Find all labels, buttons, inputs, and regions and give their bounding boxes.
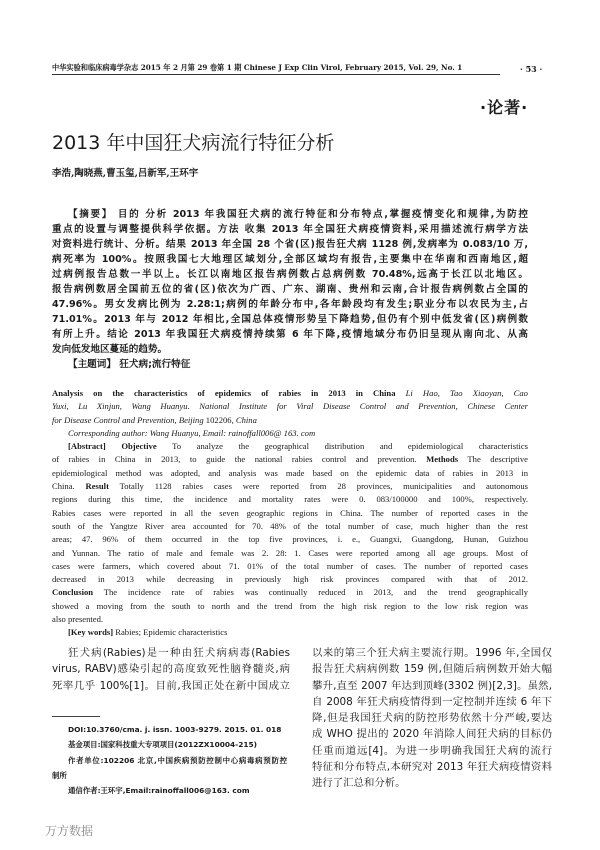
- bold-text: 【主题词】: [68, 359, 116, 370]
- text-segment: 成 WHO 提出的 2020 年消除人间狂犬病的目标仍: [312, 728, 552, 741]
- text-segment: 过病例报告总数一半以上。长江以南地区报告病例数占总病例数 70.48%,远高于长江以北地区。: [52, 269, 528, 280]
- text-line: [68, 645, 290, 661]
- bold-text: 结论: [107, 329, 130, 340]
- text-segment: showed a moving from the south to north and the trend from the high risk region to the low risk region was: [52, 600, 528, 611]
- page-number: · 53 ·: [520, 64, 543, 74]
- text-line: [52, 533, 528, 546]
- text-line: [52, 520, 528, 533]
- text-segment: 狂犬病(Rabies)是一种由狂犬病病毒(Rabies: [68, 647, 290, 659]
- text-segment: 2013 年全国 28 个省(区)报告狂犬病 1128 例,发病率为 0.083/10 万,: [186, 239, 528, 250]
- text-line: [52, 560, 528, 573]
- text-segment: 任重而道远[4]。为进一步明确我国狂犬病的流行: [312, 744, 552, 757]
- author-list: 李浩,陶晓燕,曹玉玺,吕新军,王环宇: [52, 168, 199, 179]
- italic-text: for Disease Control and Prevention, Beijing: [52, 414, 206, 425]
- watermark: 万方数据: [45, 824, 94, 838]
- text-line: [68, 427, 528, 440]
- text-segment: 分析 2013 年我国狂犬病的流行特征和分布特点,掌握疫情变化和规律,为防控: [140, 209, 528, 220]
- text-segment: areas; 47. 96% of them occurred in the top five provinces, i. e., Guangxi, Guangdong, Hunan, Guizhou: [52, 534, 528, 545]
- chinese-abstract: [52, 207, 528, 372]
- italic-text: Li Hao, Tao Xiaoyan, Cao: [395, 388, 528, 398]
- text-line: [52, 400, 528, 413]
- text-segment: 发向低发地区蔓延的趋势。: [52, 344, 168, 355]
- text-line: [52, 387, 528, 400]
- text-segment: 102206: [205, 414, 232, 425]
- bold-text: 方法: [217, 224, 240, 235]
- text-line: [52, 586, 528, 599]
- text-line: [52, 237, 528, 252]
- text-segment: Rabies; Epidemic characteristics: [113, 627, 228, 638]
- text-segment: The incidence rate of rabies was continually reduced in 2013, and the trend geographically: [93, 587, 528, 598]
- bold-text: 结果: [165, 239, 187, 250]
- text-line: [52, 467, 528, 480]
- text-segment: 71.01%。2013 年与 2012 年相比,全国总体疫情形势呈下降趋势,但仍有个别中低发省(区)病例数: [52, 314, 528, 325]
- text-line: [52, 312, 528, 327]
- bold-text: [Abstract] Objective: [68, 441, 157, 452]
- text-segment: 有所上升。: [52, 329, 108, 340]
- text-segment: 报告狂犬病病例数 159 例,但随后病例数开始大幅: [312, 663, 552, 676]
- text-line: [68, 783, 287, 798]
- text-line: [312, 678, 552, 694]
- footnotes: [52, 722, 287, 798]
- text-segment: China.: [52, 481, 86, 492]
- text-segment: 进行了汇总和分析。: [312, 777, 406, 790]
- text-line: [68, 207, 528, 222]
- text-segment: 降,但是我国狂犬病的防控形势依然十分严峻,要达: [312, 712, 552, 725]
- text-segment: 制所: [52, 770, 67, 780]
- body-left-column: [52, 645, 290, 694]
- text-segment: 特征和分布特点,本研究对 2013 年狂犬病疫情资料: [312, 761, 552, 774]
- body-right-column: [312, 645, 552, 792]
- text-segment: DOI:10.3760/cma. j. issn. 1003-9279. 2015. 01. 018: [68, 725, 282, 734]
- footnote-rule: [52, 716, 100, 717]
- text-segment: regions during this time, the incidence and mortality rates were 0. 083/100000 and 100%, respectively.: [52, 494, 528, 505]
- text-segment: 基金项目:国家科技重大专项项目(2012ZX10004-215): [68, 740, 258, 750]
- bold-text: Result: [85, 481, 109, 492]
- text-segment: cases were farmers, which covered about 71. 01% of the total number of cases. The number of reported cases: [52, 560, 528, 571]
- text-line: [52, 327, 528, 342]
- english-abstract: [52, 387, 528, 640]
- text-line: [52, 267, 528, 282]
- text-line: [52, 768, 287, 783]
- text-segment: 重点的设置与调整提供科学依据。: [52, 224, 218, 235]
- text-segment: To analyze the geographical distribution and epidemiological characteristics: [156, 441, 528, 452]
- text-line: [312, 661, 552, 677]
- italic-text: , China: [231, 414, 257, 425]
- text-line: [68, 626, 528, 639]
- text-segment: epidemiological method was adopted, and analysis was made based on the epidemic data of rabies in 2013 in: [52, 467, 528, 478]
- text-line: [52, 282, 528, 297]
- text-line: [68, 737, 287, 752]
- text-segment: decreased in 2013 while decreasing in previously high risk provinces compared with that of 2012.: [52, 574, 528, 585]
- bold-text: [Key words]: [68, 627, 114, 638]
- text-line: [312, 726, 552, 742]
- text-segment: 狂犬病;流行特征: [115, 359, 191, 370]
- text-line: [52, 547, 528, 560]
- bold-text: Methods: [426, 454, 459, 465]
- text-line: [52, 480, 528, 493]
- text-line: [52, 453, 528, 466]
- text-line: [68, 440, 528, 453]
- text-line: [68, 753, 287, 768]
- text-line: [68, 722, 287, 737]
- text-line: [312, 710, 552, 726]
- text-segment: and Yunnan. The ratio of male and female was 2. 28: 1. Cases were reported among all age groups. Most of: [52, 547, 528, 558]
- text-line: [312, 775, 552, 791]
- text-line: [52, 297, 528, 312]
- text-segment: south of the Yangtze River area accounted for 70. 48% of the total number of case, much higher than the rest: [52, 520, 528, 531]
- text-segment: 报告病例数居全国前五位的省(区)依次为广西、广东、湖南、贵州和云南,合计报告病例数占全国的: [52, 284, 528, 295]
- text-segment: 收集 2013 年全国狂犬病疫情资料,采用描述流行病学方法: [239, 224, 528, 235]
- column-label: ·论著·: [480, 98, 529, 117]
- text-line: [312, 694, 552, 710]
- text-line: [52, 661, 290, 677]
- text-segment: 对资料进行统计、分析。: [52, 239, 166, 250]
- text-line: [52, 342, 528, 357]
- text-segment: 通信作者:王环宇,Email:rainoffall006@163. com: [68, 786, 250, 796]
- text-line: [312, 759, 552, 775]
- text-segment: also presented.: [52, 614, 104, 625]
- text-segment: Totally 1128 rabies cases were reported from 28 provinces, municipalities and autonomous: [108, 481, 528, 492]
- text-segment: 自 2008 年狂犬病疫情得到一定控制并连续 6 年下: [312, 695, 552, 708]
- text-segment: 病死率为 100%。按照我国七大地理区域划分,全部区域均有报告,主要集中在华南和西南地区,超: [52, 254, 528, 265]
- text-segment: 攀升,直至 2007 年达到顶峰(3302 例)[2,3]。虽然,: [312, 679, 552, 692]
- bold-text: 【摘要】 目的: [68, 209, 141, 220]
- text-line: [52, 252, 528, 267]
- text-line: [312, 743, 552, 759]
- text-line: [52, 613, 528, 626]
- text-segment: of rabies in China in 2013, to guide the national rabies control and prevention.: [52, 454, 427, 465]
- italic-text: Yuxi, Lu Xinjun, Wang Huanyu. National Institute for Viral Disease Control and Prevention, Chinese Center: [52, 401, 528, 412]
- text-line: [52, 678, 290, 694]
- text-segment: 以来的第三个狂犬病主要流行期。1996 年,全国仅: [312, 647, 552, 659]
- text-line: [52, 573, 528, 586]
- bold-text: Analysis on the characteristics of epidemics of rabies in 2013 in China: [52, 388, 396, 398]
- text-line: [52, 222, 528, 237]
- text-segment: 死率几乎 100%[1]。目前,我国正处在新中国成立: [52, 679, 290, 692]
- text-line: [52, 493, 528, 506]
- text-segment: 2013 年我国狂犬病疫情持续第 6 年下降,疫情地域分布仍旧呈现从南向北、从高: [129, 329, 528, 340]
- text-line: [68, 357, 528, 372]
- text-segment: 47.96%。男女发病比例为 2.28:1;病例的年龄分布中,各年龄段均有发生;职业分布以农民为主,占: [52, 299, 528, 310]
- text-segment: Rabies cases were reported in all the seven geographic regions in China. The number of reported cases in the: [52, 507, 528, 518]
- text-line: [52, 600, 528, 613]
- bold-text: Conclusion: [52, 587, 94, 598]
- running-head: 中华实验和临床病毒学杂志 2015 年 2 月第 29 卷第 1 期 Chinese J Exp Clin Virol, February 2015, Vol. 29, No. 1: [52, 63, 500, 75]
- text-segment: 作者单位:102206 北京,中国疾病预防控制中心病毒病预防控: [68, 755, 287, 765]
- article-title: 2013 年中国狂犬病流行特征分析: [52, 132, 335, 154]
- text-line: [52, 507, 528, 520]
- text-segment: The descriptive: [458, 454, 528, 465]
- text-segment: virus, RABV)感染引起的高度致死性脑脊髓炎,病: [52, 663, 290, 676]
- italic-text: Corresponding author: Wang Huanyu, Email: rainoffall006@ 163. com: [68, 427, 316, 438]
- text-line: [312, 645, 552, 661]
- text-line: [52, 414, 528, 427]
